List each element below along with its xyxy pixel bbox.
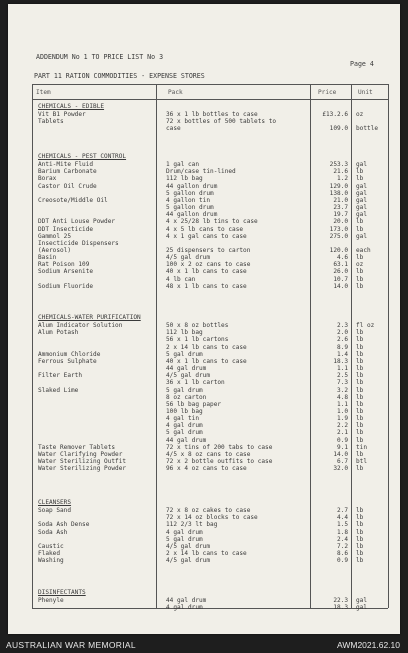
unit-label: lb [356,514,364,522]
price-value: 14.0 [333,282,348,290]
pack-size: 112 lb bag [166,329,203,337]
price-value: 21.0 [333,196,348,204]
unit-label: lb [356,282,364,290]
table-row [8,558,400,565]
pack-size: 4/5 gal drum [166,542,211,550]
pack-size: 100 lb bag [166,407,203,415]
item-name: Caustic [38,542,64,550]
pack-size: 4 gal drum [166,422,203,430]
item-name: Tablets [38,118,64,126]
pack-size: case [166,125,181,133]
item-name: DDT Insecticide [38,225,94,233]
pack-size: 72 x tins of 200 tabs to case [166,443,273,451]
price-value: 8.9 [336,343,348,351]
unit-label: lb [356,507,364,515]
item-name: Castor Oil Crude [38,182,97,190]
unit-label: tin [356,443,368,451]
item-name: Vit B1 Powder [38,111,86,119]
unit-label: gal [356,182,368,190]
pack-size: 72 x 8 oz cakes to case [166,507,251,515]
price-value: 14.0 [333,450,348,458]
unit-label: lb [356,365,364,373]
item-name: Barium Carbonate [38,168,97,176]
pack-size: 5 gallon drum [166,204,214,212]
pack-size: 48 x 1 lb cans to case [166,282,247,290]
unit-label: lb [356,393,364,401]
pack-size: 4 gal drum [166,604,203,612]
unit-label: lb [356,350,364,358]
pack-size: 100 x 2 oz cans to case [166,261,251,269]
unit-label: lb [356,379,364,387]
price-value: 120.0 [329,246,348,254]
unit-label: lb [356,429,364,437]
pack-size: 25 dispensers to carton [166,246,251,254]
table-row [8,126,400,133]
section-title: DISINFECTANTS [38,589,86,596]
item-name: Slaked Lime [38,386,79,394]
pack-size: 56 lb bag paper [166,400,222,408]
pack-size: 4 gal tin [166,415,200,423]
price-value: 1.8 [336,528,348,536]
unit-label: lb [356,225,364,233]
item-name: (Aerosol) [38,246,72,254]
price-value: 1.2 [336,175,348,183]
pack-size: 36 x 1 lb carton [166,379,225,387]
price-value: 1.0 [336,407,348,415]
unit-label: lb [356,336,364,344]
unit-label: lb [356,415,364,423]
pack-size: 5 gallon drum [166,189,214,197]
unit-label: each [356,246,371,254]
unit-label: lb [356,550,364,558]
column-header-pack: Pack [168,89,183,96]
item-name: Taste Remover Tablets [38,443,116,451]
unit-label: lb [356,372,364,380]
price-value: 129.0 [329,182,348,190]
unit-label: gal [356,196,368,204]
unit-label: lb [356,400,364,408]
pack-size: 4 gallon tin [166,196,211,204]
item-name: Water Clarifying Powder [38,450,123,458]
unit-label: lb [356,521,364,529]
unit-label: gal [356,211,368,219]
price-value: 20.0 [333,218,348,226]
pack-size: 1 gal can [166,161,200,169]
section-title: CLEANSERS [38,499,72,506]
column-header-price: Price [318,89,337,96]
price-value: 2.6 [336,336,348,344]
price-value: 19.7 [333,211,348,219]
price-value: 23.7 [333,204,348,212]
price-value: 1.1 [336,400,348,408]
price-value: 253.3 [329,161,348,169]
pack-size: 8 oz carton [166,393,207,401]
pack-size: 44 gallon drum [166,211,218,219]
unit-label: bottle [356,125,379,133]
pack-size: 4 lb can [166,275,196,283]
price-value: 138.0 [329,189,348,197]
pack-size: 5 gal drum [166,535,203,543]
item-name: Sodium Arsenite [38,268,94,276]
item-name: Creosote/Middle Oil [38,196,108,204]
unit-label: lb [356,168,364,176]
unit-label: lb [356,407,364,415]
item-name: Soda Ash Dense [38,521,90,529]
unit-label: fl oz [356,322,375,330]
price-value: 7.2 [336,542,348,550]
item-name: DDT Anti Louse Powder [38,218,116,226]
document-page [8,4,400,634]
institution-name: AUSTRALIAN WAR MEMORIAL [6,640,136,650]
pack-size: 72 x bottles of 500 tablets to [166,118,277,126]
section-title: CHEMICALS-WATER PURIFICATION [38,314,141,321]
pack-size: 36 x 1 lb bottles to case [166,111,258,119]
unit-label: gal [356,604,368,612]
pack-size: 72 x 2 bottle outfits to case [166,458,273,465]
pack-size: 96 x 4 oz cans to case [166,465,247,473]
unit-label: btl [356,458,368,465]
pack-size: 5 gal drum [166,386,203,394]
unit-label: gal [356,232,368,240]
price-value: 0.9 [336,436,348,444]
price-value: 26.0 [333,268,348,276]
price-value: 1.4 [336,350,348,358]
item-name: Anti-Mite Fluid [38,161,94,169]
pack-size: 40 x 1 lb cans to case [166,268,247,276]
price-value: 6.7 [336,458,348,465]
unit-label: lb [356,436,364,444]
price-value: 1.1 [336,365,348,373]
unit-label: lb [356,542,364,550]
price-value: 63.1 [333,261,348,269]
item-name: Soda Ash [38,528,68,536]
price-value: 2.0 [336,329,348,337]
unit-label: oz [356,111,364,119]
pack-size: 50 x 8 oz bottles [166,322,229,330]
pack-size: 4/5 x 8 oz cans to case [166,450,251,458]
pack-size: 5 gal drum [166,350,203,358]
item-name: Alum Potash [38,329,79,337]
price-value: £13.2.6 [322,111,348,119]
price-value: 7.3 [336,379,348,387]
unit-label: lb [356,528,364,536]
pack-size: 5 gal drum [166,429,203,437]
table-top-rule [32,84,388,85]
footer-bar [0,636,408,653]
price-value: 4.4 [336,514,348,522]
pack-size: 4 x 25/28 lb tins to case [166,218,258,226]
unit-label: lb [356,343,364,351]
table-row [8,284,400,291]
unit-label: lb [356,465,364,473]
price-value: 18.3 [333,604,348,612]
pack-size: 4/5 gal drum [166,254,211,262]
item-name: Basin [38,254,57,262]
pack-size: 4 x 1 gal cans to case [166,232,247,240]
page-number: Page 4 [350,60,374,68]
price-value: 109.0 [329,125,348,133]
item-name: Ferrous Sulphate [38,357,97,365]
pack-size: 4 x 5 lb cans to case [166,225,244,233]
price-value: 2.7 [336,507,348,515]
column-header-item: Item [36,89,51,96]
unit-label: lb [356,557,364,565]
price-value: 2.5 [336,372,348,380]
price-value: 2.1 [336,429,348,437]
price-value: 4.8 [336,393,348,401]
addendum-heading: ADDENDUM No 1 TO PRICE LIST No 3 [36,53,164,61]
price-value: 22.3 [333,597,348,605]
item-name: Water Sterilizing Outfit [38,458,127,465]
price-value: 173.0 [329,225,348,233]
table-header-rule [32,99,388,100]
price-value: 2.4 [336,535,348,543]
accession-number: AWM2021.62.10 [337,640,400,650]
price-value: 32.0 [333,465,348,473]
unit-label: gal [356,204,368,212]
price-value: 9.1 [336,443,348,451]
item-name: Washing [38,557,64,565]
pack-size: 2 x 14 lb cans to case [166,343,247,351]
price-value: 0.9 [336,557,348,565]
table-row [8,466,400,473]
price-value: 275.0 [329,232,348,240]
item-name: Soap Sand [38,507,72,515]
price-value: 8.6 [336,550,348,558]
unit-label: lb [356,329,364,337]
pack-size: 112 2/3 lt bag [166,521,218,529]
section-title: CHEMICALS - EDIBLE [38,103,105,110]
price-value: 18.3 [333,357,348,365]
price-value: 3.2 [336,386,348,394]
pack-size: 4/5 gal drum [166,372,211,380]
unit-label: lb [356,422,364,430]
unit-label: lb [356,175,364,183]
table-row [8,605,400,612]
unit-label: gal [356,189,368,197]
price-value: 10.7 [333,275,348,283]
unit-label: lb [356,275,364,283]
pack-size: 4 gal drum [166,528,203,536]
item-name: Rat Poison 109 [38,261,90,269]
price-value: 2.2 [336,422,348,430]
unit-label: lb [356,450,364,458]
item-name: Flaked [38,550,61,558]
item-name: Gammol 25 [38,232,72,240]
item-name: Alum Indicator Solution [38,322,123,330]
item-name: Ammonium Chloride [38,350,101,358]
unit-label: lb [356,218,364,226]
item-name: Insecticide Dispensers [38,239,119,247]
price-value: 1.5 [336,521,348,529]
unit-label: gal [356,161,368,169]
price-value: 4.6 [336,254,348,262]
column-header-unit: Unit [358,89,373,96]
unit-label: lb [356,268,364,276]
pack-size: 44 gal drum [166,436,207,444]
price-value: 2.3 [336,322,348,330]
pack-size: 40 x 1 lb cans to case [166,357,247,365]
unit-label: lb [356,254,364,262]
part-heading: PART 11 RATION COMMODITIES - EXPENSE STORES [34,72,205,80]
section-title: CHEMICALS - PEST CONTROL [38,153,127,160]
unit-label: oz [356,261,364,269]
price-value: 1.9 [336,415,348,423]
unit-label: gal [356,597,368,605]
pack-size: 44 gallon drum [166,182,218,190]
item-name: Phenyle [38,597,64,605]
price-value: 21.6 [333,168,348,176]
pack-size: 2 x 14 lb cans to case [166,550,247,558]
pack-size: Drum/case tin-lined [166,168,236,176]
unit-label: lb [356,386,364,394]
item-name: Water Sterilizing Powder [38,465,127,473]
pack-size: 44 gal drum [166,365,207,373]
item-name: Sodium Fluoride [38,282,94,290]
item-name: Filter Earth [38,372,83,380]
unit-label: lb [356,535,364,543]
item-name: Borax [38,175,57,183]
pack-size: 112 lb bag [166,175,203,183]
pack-size: 72 x 14 oz blocks to case [166,514,258,522]
unit-label: lb [356,357,364,365]
pack-size: 4/5 gal drum [166,557,211,565]
pack-size: 44 gal drum [166,597,207,605]
pack-size: 56 x 1 lb cartons [166,336,229,344]
